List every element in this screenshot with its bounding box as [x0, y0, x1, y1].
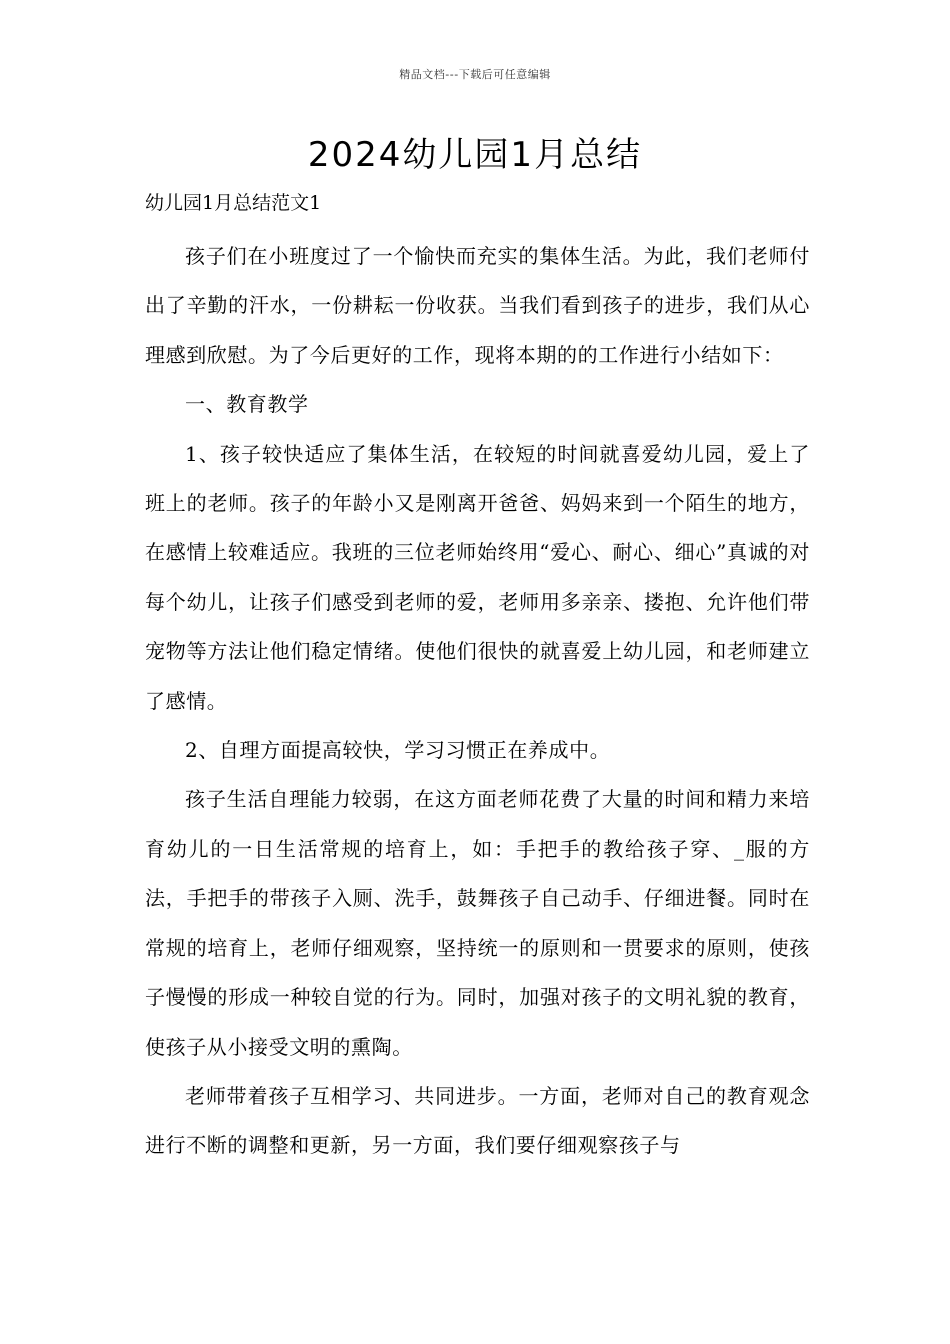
document-subtitle: 幼儿园1月总结范文1 [145, 192, 322, 214]
paragraph-learning-together: 老师带着孩子互相学习、共同进步。一方面，老师对自己的教育观念进行不断的调整和更新，另一方面，我们要仔细观察孩子与 [145, 1083, 810, 1158]
paragraph-intro: 孩子们在小班度过了一个愉快而充实的集体生活。为此，我们老师付出了辛勤的汗水，一份耕耘一份收获。当我们看到孩子的进步，我们从心理感到欣慰。为了今后更好的工作，现将本期的的工作进行小结如下： [145, 244, 810, 367]
section-heading-education: 一、教育教学 [185, 392, 309, 417]
header-watermark: 精品文档---下载后可任意编辑 [399, 68, 551, 81]
paragraph-self-care-heading: 2、自理方面提高较快，学习习惯正在养成中。 [185, 738, 611, 763]
document-body [145, 232, 810, 1171]
paragraph-self-care: 孩子生活自理能力较弱，在这方面老师花费了大量的时间和精力来培育幼儿的一日生活常规的培育上，如：手把手的教给孩子穿、_服的方法，手把手的带孩子入厕、洗手，鼓舞孩子自己动手、仔细进餐。同时在常规的培育上，老师仔细观察，坚持统一的原则和一贯要求的原则，使孩子慢慢的形成一种较自觉的行为。同时，加强对孩子的文明礼貌的教育，使孩子从小接受文明的熏陶。 [145, 787, 810, 1059]
document-title: 2024幼儿园1月总结 [307, 135, 643, 175]
paragraph-adaptation: 1、孩子较快适应了集体生活，在较短的时间就喜爱幼儿园，爱上了班上的老师。孩子的年龄小又是刚离开爸爸、妈妈来到一个陌生的地方，在感情上较难适应。我班的三位老师始终用“爱心、耐心、细心”真诚的对每个幼儿，让孩子们感受到老师的爱，老师用多亲亲、搂抱、允许他们带宠物等方法让他们稳定情绪。使他们很快的就喜爱上幼儿园，和老师建立了感情。 [145, 441, 810, 713]
